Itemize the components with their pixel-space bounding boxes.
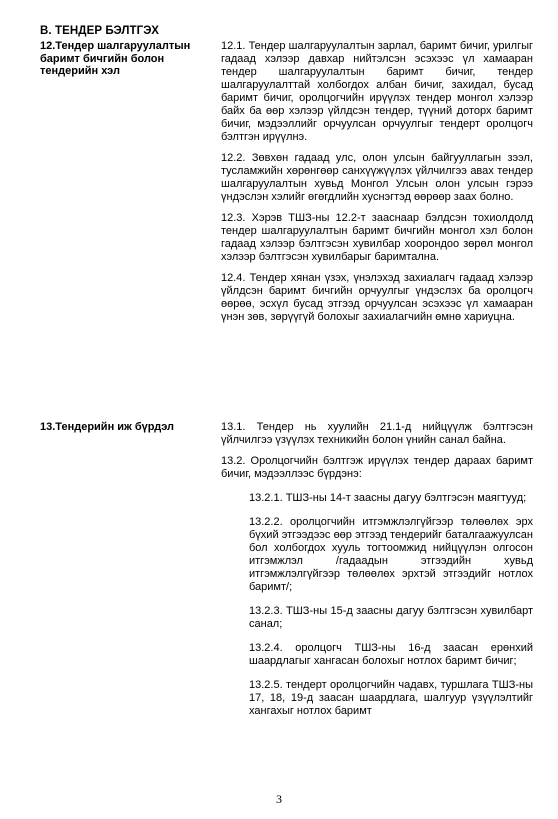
item-13-body [221, 421, 533, 726]
paragraph-12-4: 12.4. Тендер хянан үзэх, үнэлэхэд захиалагч гадаад хэлээр үйлдсэн баримт бичгийн орчуулгыг үндэслэх ба оролцогч өөрөө, эсхүл бусад этгээд орчуулсан эсэхээс үл хамааран үнэн зөв, зөрүүгүй болохыг захиалагчийн өмнө хариуцна. [221, 272, 533, 323]
subitem-13-2-1: 13.2.1. ТШЗ-ны 14-т заасны дагуу бэлтгэсэн маягтууд; [249, 492, 527, 504]
item-12-body [221, 40, 533, 332]
subitem-13-2-3: 13.2.3. ТШЗ-ны 15-д заасны дагуу бэлтгэсэн хувилбарт санал; [249, 605, 533, 630]
paragraph-13-2: 13.2. Оролцогчийн бэлтгэж ирүүлэх тендер дараах баримт бичиг, мэдээллээс бүрдэнэ: [221, 455, 533, 480]
paragraph-12-1: 12.1. Тендер шалгаруулалтын зарлал, баримт бичиг, урилгыг гадаад хэлээр давхар нийтэлсэн эсэхээс үл хамааран тендер шалгаруулалтын баримт бичиг, тендер шалгаруулалттай холбогдох албан бичиг, захидал, бусад баримт бичиг, оролцогчийн ирүүлэх тендер монгол хэлээр байх ба өөр хэлээр үйлдсэн тендер, түүний доторх баримт бичиг, мэдээллийг орчуулсан орчуулгыг тендерт оролцогч бэлтгэн ирүүлнэ. [221, 40, 533, 143]
section-title: В. ТЕНДЕР БЭЛТГЭХ [40, 25, 160, 37]
subitem-13-2-2: 13.2.2. оролцогчийн итгэмжлэлгүйгээр төлөөлөх эрх бүхий этгээдээс өөр этгээд тендерийг баталгаажуулсан бол холбогдох хууль тогтоомжид нийцүүлэн олгосон итгэмжлэл /гадаадын этгээдийн хувьд итгэмжлэлгүйгээр төлөөлөх эрхтэй этгээдийг нотлох баримт/; [249, 516, 533, 593]
paragraph-12-2: 12.2. Зөвхөн гадаад улс, олон улсын байгууллагын зээл, тусламжийн хөрөнгөөр санхүүжүүлэх үйлчилгээ авах тендер шалгаруулалтын хувьд Монгол Улсын олон улсын гэрээ үндэслэн хэлийг өгөгдлийн хуснэгтэд өөрөөр заах болно. [221, 152, 533, 203]
paragraph-13-1: 13.1. Тендер нь хуулийн 21.1-д нийцүүлж бэлтгэсэн үйлчилгээ үзүүлэх техникийн болон үнийн санал байна. [221, 421, 533, 446]
item-12-heading: 12.Тендер шалгаруулалтын баримт бичгийн болон тендерийн хэл [40, 40, 191, 78]
page-number: 3 [276, 792, 282, 806]
subitem-13-2-5: 13.2.5. тендерт оролцогчийн чадавх, туршлага ТШЗ-ны 17, 18, 19-д заасан шаардлага, шалгуур үзүүлэлтийг хангахыг нотлох баримт [249, 679, 533, 717]
item-13-heading: 13.Тендерийн иж бүрдэл [40, 421, 175, 433]
paragraph-12-3: 12.3. Хэрэв ТШЗ-ны 12.2-т зааснаар бэлдсэн тохиолдолд тендер шалгаруулалтын баримт бичгийн монгол хэл болон гадаад хэлээр бэлтгэсэн хувилбар хоорондоо зөрөл монгол хэлээр бэлтгэсэн хувилбарыг баримтална. [221, 212, 533, 263]
subitem-13-2-4: 13.2.4. оролцогч ТШЗ-ны 16-д заасан ерөнхий шаардлагыг хангасан болохыг нотлох баримт бичиг; [249, 642, 533, 667]
